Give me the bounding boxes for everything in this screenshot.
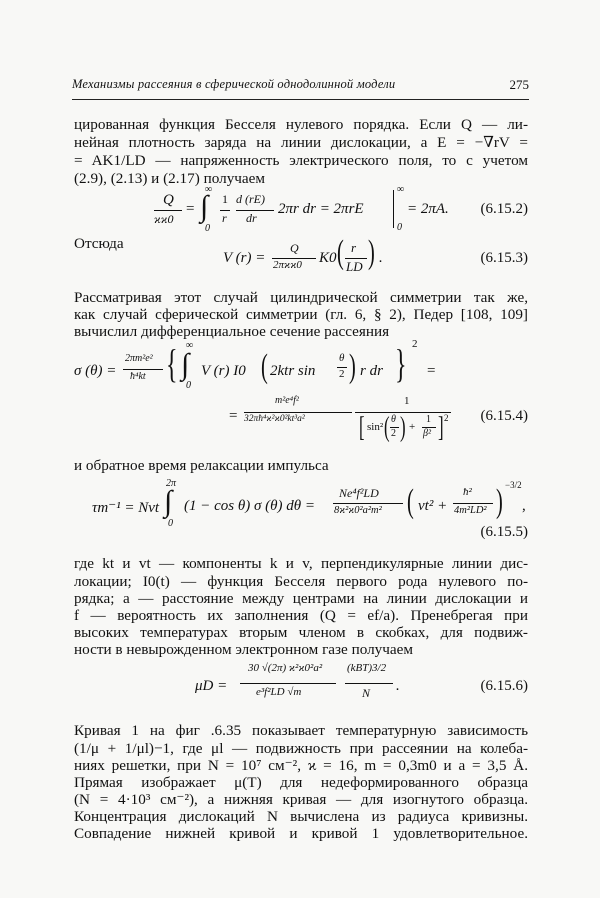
text-line-4: (2.9), (2.13) и (2.17) получаем xyxy=(74,170,266,187)
text-line-p5b: (1/μ + 1/μl)−1, где μl — подвижность при рассеянии на колеба- xyxy=(74,740,528,757)
text-line-1: цированная функция Бесселя нулевого порядка. Если Q — ли- xyxy=(74,116,528,133)
text-line-p4c: рядка; a — расстояние между центрами на линии дислокации и xyxy=(74,590,528,607)
running-header xyxy=(72,77,529,95)
text-line-p4d: f — вероятность их заполнения (Q = ef/a). Пренебрегая при xyxy=(74,607,528,624)
text-line-p4b: локации; I0(t) — функция Бесселя первого рода нулевого по- xyxy=(74,573,528,590)
text-line-p5f: Концентрация дислокаций N вычислена из радиуса кривизны. xyxy=(74,808,528,825)
page-number: 275 xyxy=(509,77,529,92)
running-header-title: Механизмы рассеяния в сферической однодолинной модели xyxy=(72,77,396,91)
text-line-p2a: Рассматривая этот случай цилиндрической симметрии так же, xyxy=(74,289,528,306)
equation-number-6-15-6: (6.15.6) xyxy=(480,678,528,694)
equation-number-6-15-4: (6.15.4) xyxy=(480,408,528,424)
text-line-p4a: где kt и vt — компоненты k и v, перпендикулярные линии дис- xyxy=(74,555,528,572)
equation-number-6-15-3: (6.15.3) xyxy=(480,250,528,266)
text-line-p3: и обратное время релаксации импульса xyxy=(74,457,329,474)
text-otsyuda: Отсюда xyxy=(74,235,124,252)
header-rule xyxy=(72,99,529,100)
text-line-p2b: как случай сферической симметрии (гл. 6, § 2), Педер [108, 109] xyxy=(74,306,528,323)
text-line-p5c: ниях решетки, при N = 10⁷ см⁻², ϰ = 16, m = 0,3m0 и a = 3,5 Å. xyxy=(74,757,528,774)
text-line-2: нейная плотность заряда на линии дислокации, а E = −∇rV = xyxy=(74,134,528,151)
equation-number-6-15-2: (6.15.2) xyxy=(480,201,528,217)
text-line-p4f: ности в невырожденном электронном газе получаем xyxy=(74,641,414,658)
text-line-p5a: Кривая 1 на фиг .6.35 показывает температурную зависимость xyxy=(74,722,528,739)
text-line-p5e: (N = 4·10³ см⁻²), а нижняя кривая — для изогнутого образца. xyxy=(74,791,528,808)
text-line-p2c: вычислил дифференциальное сечение рассеяния xyxy=(74,323,390,340)
text-line-3: = AK1/LD — напряженность электрического поля, то с учетом xyxy=(74,152,528,169)
text-line-p5g: Совпадение нижней кривой и кривой 1 удовлетворительное. xyxy=(74,825,528,842)
equation-number-6-15-5: (6.15.5) xyxy=(480,524,528,540)
text-line-p5d: Прямая изображает μ(T) для недеформированного образца xyxy=(74,774,528,791)
text-line-p4e: высоких температурах вторым членом в скобках, для подвиж- xyxy=(74,624,528,641)
